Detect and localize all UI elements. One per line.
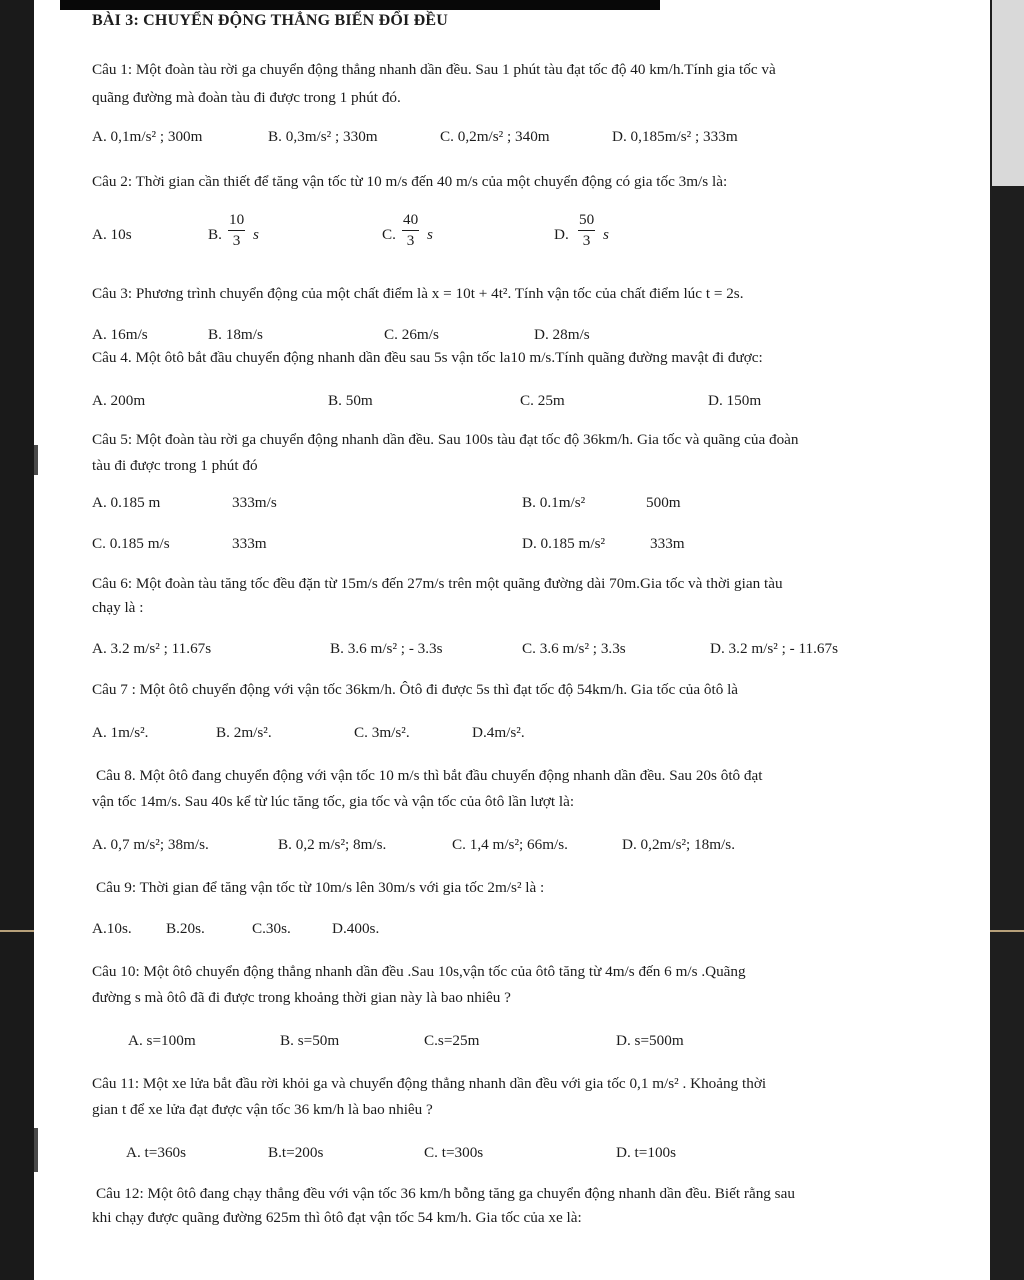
q5-option-b: B. 0.1m/s² <box>522 494 586 511</box>
q6-option-d: D. 3.2 m/s² ; - 11.67s <box>710 640 839 657</box>
q2-option-d-unit: s <box>603 226 609 243</box>
q10-option-b: B. s=50m <box>280 1032 340 1049</box>
q8-option-d: D. 0,2m/s²; 18m/s. <box>622 836 735 853</box>
question-1-line-2: quãng đường mà đoàn tàu đi được trong 1 phút đó. <box>92 89 401 106</box>
q6-option-c: C. 3.6 m/s² ; 3.3s <box>522 640 626 657</box>
q6-option-b: B. 3.6 m/s² ; - 3.3s <box>330 640 443 657</box>
q2-option-d-fraction: $\frac{50}{3}$ <box>579 211 595 249</box>
q10-option-c: C.s=25m <box>424 1032 480 1049</box>
q5-option-c: C. 0.185 m/s <box>92 535 170 552</box>
q10-option-d: D. s=500m <box>616 1032 684 1049</box>
q2-option-d-label: D. <box>554 226 569 243</box>
q4-option-a: A. 200m <box>92 392 146 409</box>
question-6-line-1: Câu 6: Một đoàn tàu tăng tốc đều đặn từ 15m/s đến 27m/s trên một quãng đường dài 70m.Gia tốc và thời gian tàu <box>92 575 783 592</box>
q9-option-b: B.20s. <box>166 920 205 937</box>
page-edge-line <box>0 930 34 932</box>
question-5-line-1: Câu 5: Một đoàn tàu rời ga chuyển động nhanh dần đều. Sau 100s tàu đạt tốc độ 36km/h. Gia tốc và quãng của đoàn <box>92 431 799 448</box>
q4-option-b: B. 50m <box>328 392 373 409</box>
scrollbar-track[interactable] <box>990 0 1024 1280</box>
q3-option-a: A. 16m/s <box>92 326 148 343</box>
q5-option-d: D. 0.185 m/s² <box>522 535 606 552</box>
question-12-line-2: khi chạy được quãng đường 625m thì ôtô đạt vận tốc 54 km/h. Gia tốc của xe là: <box>92 1209 582 1226</box>
q10-option-a: A. s=100m <box>128 1032 196 1049</box>
q5-option-a: A. 0.185 m <box>92 494 161 511</box>
q2-option-c-fraction: $\frac{40}{3}$ <box>403 211 419 249</box>
q7-option-c: C. 3m/s². <box>354 724 410 741</box>
q2-option-a: A. 10s <box>92 226 132 243</box>
question-7: Câu 7 : Một ôtô chuyển động với vận tốc 36km/h. Ôtô đi được 5s thì đạt tốc độ 54km/h. Gia tốc của ôtô là <box>92 681 739 698</box>
q5-option-c-value: 333m <box>232 535 267 552</box>
q1-option-c: C. 0,2m/s² ; 340m <box>440 128 550 145</box>
q2-option-c-label: C. <box>382 226 396 243</box>
q8-option-c: C. 1,4 m/s²; 66m/s. <box>452 836 568 853</box>
q11-option-a: A. t=360s <box>126 1144 187 1161</box>
question-1-line-1: Câu 1: Một đoàn tàu rời ga chuyển động thẳng nhanh dần đều. Sau 1 phút tàu đạt tốc độ 40 km/h.Tính gia tốc và <box>92 61 776 78</box>
q5-option-d-value: 333m <box>650 535 685 552</box>
q11-option-d: D. t=100s <box>616 1144 677 1161</box>
page-edge-mark <box>34 445 38 475</box>
question-6-line-2: chạy là : <box>92 599 144 616</box>
question-8-line-1: Câu 8. Một ôtô đang chuyển động với vận tốc 10 m/s thì bắt đầu chuyển động nhanh dần đều. Sau 20s ôtô đạt <box>96 767 763 784</box>
question-2: Câu 2: Thời gian cần thiết để tăng vận tốc từ 10 m/s đến 40 m/s của một chuyển động có gia tốc 3m/s là: <box>92 173 728 190</box>
q6-option-a: A. 3.2 m/s² ; 11.67s <box>92 640 212 657</box>
q2-option-b-unit: s <box>253 226 259 243</box>
q4-option-c: C. 25m <box>520 392 565 409</box>
page-title: BÀI 3: CHUYỂN ĐỘNG THẲNG BIẾN ĐỔI ĐỀU <box>92 12 449 29</box>
page-edge-line <box>990 930 1024 932</box>
q3-option-b: B. 18m/s <box>208 326 263 343</box>
q11-option-c: C. t=300s <box>424 1144 484 1161</box>
q4-option-d: D. 150m <box>708 392 762 409</box>
q7-option-d: D.4m/s². <box>472 724 525 741</box>
question-11-line-1: Câu 11: Một xe lửa bắt đầu rời khỏi ga và chuyển động thẳng nhanh dần đều với gia tốc 0,1 m/s² . Khoảng thời <box>92 1075 767 1092</box>
question-9: Câu 9: Thời gian để tăng vận tốc từ 10m/s lên 30m/s với gia tốc 2m/s² là : <box>96 879 545 896</box>
q1-option-d: D. 0,185m/s² ; 333m <box>612 128 738 145</box>
q8-option-a: A. 0,7 m/s²; 38m/s. <box>92 836 209 853</box>
q5-option-a-value: 333m/s <box>232 494 277 511</box>
scrollbar-thumb[interactable] <box>992 0 1024 186</box>
question-8-line-2: vận tốc 14m/s. Sau 40s kể từ lúc tăng tốc, gia tốc và vận tốc của ôtô lần lượt là: <box>92 793 575 810</box>
question-11-line-2: gian t để xe lửa đạt được vận tốc 36 km/h là bao nhiêu ? <box>92 1101 433 1118</box>
q5-option-b-value: 500m <box>646 494 681 511</box>
q2-option-c-unit: s <box>427 226 433 243</box>
q7-option-b: B. 2m/s². <box>216 724 272 741</box>
q8-option-b: B. 0,2 m/s²; 8m/s. <box>278 836 387 853</box>
q9-option-d: D.400s. <box>332 920 380 937</box>
question-5-line-2: tàu đi được trong 1 phút đó <box>92 457 258 474</box>
q11-option-b: B.t=200s <box>268 1144 324 1161</box>
q3-option-c: C. 26m/s <box>384 326 439 343</box>
question-10-line-2: đường s mà ôtô đã đi được trong khoảng thời gian này là bao nhiêu ? <box>92 989 511 1006</box>
question-10-line-1: Câu 10: Một ôtô chuyển động thẳng nhanh dần đều .Sau 10s,vận tốc của ôtô tăng từ 4m/s đến 6 m/s .Quãng <box>92 963 746 980</box>
q7-option-a: A. 1m/s². <box>92 724 149 741</box>
question-12-line-1: Câu 12: Một ôtô đang chạy thẳng đều với vận tốc 36 km/h bỗng tăng ga chuyển động nhanh dần đều. Biết rằng sau <box>96 1185 795 1202</box>
q1-option-a: A. 0,1m/s² ; 300m <box>92 128 203 145</box>
question-4: Câu 4. Một ôtô bắt đầu chuyển động nhanh dần đều sau 5s vận tốc la10 m/s.Tính quãng đường mavật đi được: <box>92 349 763 366</box>
q1-option-b: B. 0,3m/s² ; 330m <box>268 128 378 145</box>
q2-option-b-label: B. <box>208 226 222 243</box>
q3-option-d: D. 28m/s <box>534 326 590 343</box>
top-bar <box>60 0 660 10</box>
q2-option-b-fraction: $\frac{10}{3}$ <box>229 211 245 249</box>
q9-option-c: C.30s. <box>252 920 291 937</box>
page-edge-mark <box>34 1128 38 1172</box>
q9-option-a: A.10s. <box>92 920 132 937</box>
question-3: Câu 3: Phương trình chuyển động của một chất điểm là x = 10t + 4t². Tính vận tốc của chất điểm lúc t = 2s. <box>92 285 744 302</box>
